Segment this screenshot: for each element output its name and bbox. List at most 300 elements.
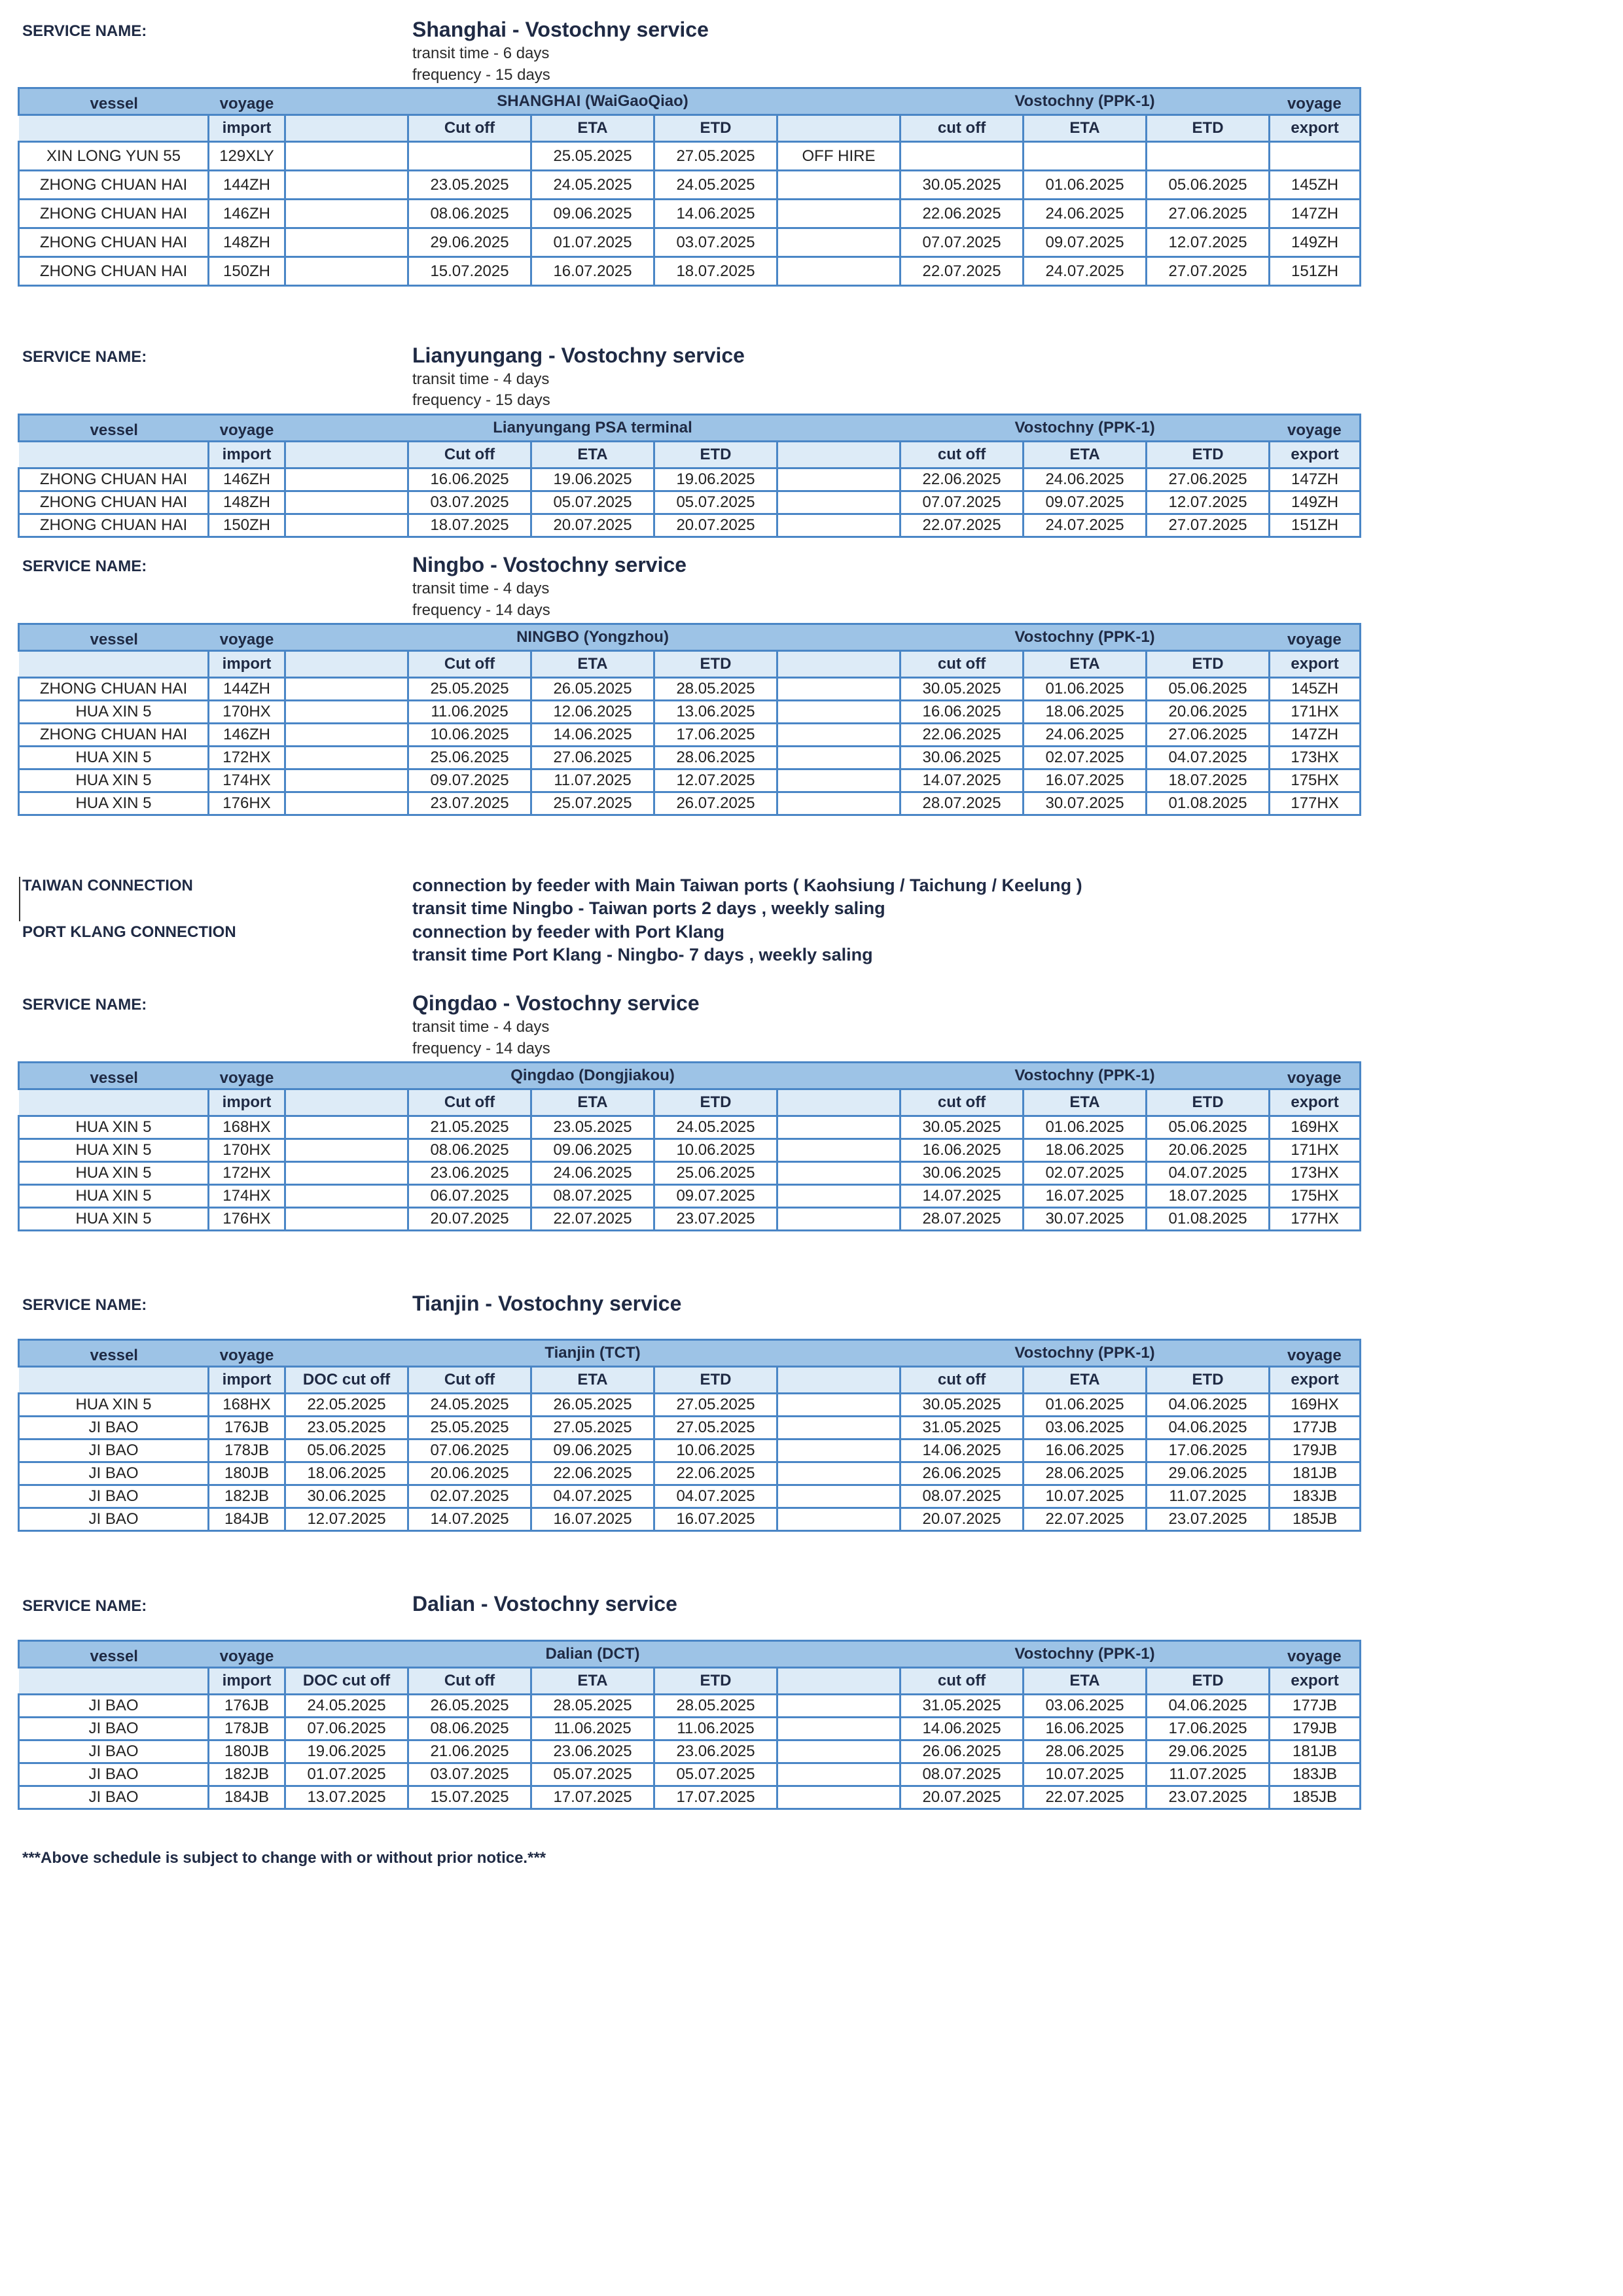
export-voyage-cell: 145ZH: [1270, 171, 1361, 200]
header-voyage: voyage: [209, 1641, 285, 1668]
import-voyage-cell: 146ZH: [209, 468, 285, 491]
dest-eta-cell: 01.06.2025: [1024, 171, 1147, 200]
table-row: [19, 1485, 1361, 1508]
header-origin-port: SHANGHAI (WaiGaoQiao): [285, 88, 901, 115]
header-vessel: vessel: [19, 1641, 209, 1668]
cutoff-cell: 26.05.2025: [408, 1695, 531, 1718]
dest-etd-cell: 27.06.2025: [1147, 724, 1270, 747]
dest-cutoff-cell: 26.06.2025: [901, 1462, 1024, 1485]
doc-cutoff-cell: [285, 701, 408, 724]
cutoff-cell: 03.07.2025: [408, 1763, 531, 1786]
port-klang-connection-line-1: connection by feeder with Port Klang: [412, 922, 725, 942]
service-label: SERVICE NAME:: [22, 1296, 147, 1314]
header-etd: ETD: [654, 1668, 777, 1695]
eta-cell: 09.06.2025: [531, 1139, 654, 1162]
export-voyage-cell: 179JB: [1270, 1718, 1361, 1740]
header-etd: ETD: [654, 442, 777, 468]
dest-etd-cell: 27.06.2025: [1147, 468, 1270, 491]
doc-cutoff-cell: 07.06.2025: [285, 1718, 408, 1740]
dest-etd-cell: 20.06.2025: [1147, 701, 1270, 724]
import-voyage-cell: 174HX: [209, 769, 285, 792]
export-voyage-cell: 177HX: [1270, 1208, 1361, 1231]
schedule-table: [18, 1061, 1361, 1231]
vessel-cell: ZHONG CHUAN HAI: [19, 257, 209, 286]
header-dest-port: Vostochny (PPK-1): [901, 1340, 1270, 1367]
header-eta: ETA: [531, 1367, 654, 1394]
doc-cutoff-cell: 30.06.2025: [285, 1485, 408, 1508]
dest-cutoff-cell: 22.07.2025: [901, 514, 1024, 537]
doc-cutoff-cell: [285, 1116, 408, 1139]
table-row: [19, 1139, 1361, 1162]
table-row: [19, 1508, 1361, 1531]
import-voyage-cell: 180JB: [209, 1462, 285, 1485]
dest-cutoff-cell: 30.05.2025: [901, 678, 1024, 701]
header-dest-eta: ETA: [1024, 1089, 1147, 1116]
export-voyage-cell: 151ZH: [1270, 257, 1361, 286]
table-row: [19, 701, 1361, 724]
note-cell: [777, 1508, 901, 1531]
note-cell: [777, 1116, 901, 1139]
header-dest-eta: ETA: [1024, 1668, 1147, 1695]
cutoff-cell: 10.06.2025: [408, 724, 531, 747]
import-voyage-cell: 176HX: [209, 1208, 285, 1231]
cutoff-cell: 25.05.2025: [408, 1417, 531, 1439]
header-blank: [777, 115, 901, 142]
dest-etd-cell: 20.06.2025: [1147, 1139, 1270, 1162]
eta-cell: 01.07.2025: [531, 228, 654, 257]
note-cell: [777, 1740, 901, 1763]
dest-cutoff-cell: 22.06.2025: [901, 724, 1024, 747]
doc-cutoff-cell: 24.05.2025: [285, 1695, 408, 1718]
export-voyage-cell: 183JB: [1270, 1763, 1361, 1786]
eta-cell: 23.05.2025: [531, 1116, 654, 1139]
etd-cell: 28.05.2025: [654, 678, 777, 701]
header-blank: [777, 651, 901, 678]
header-blank: [19, 651, 209, 678]
note-cell: [777, 1139, 901, 1162]
header-dest-port: Vostochny (PPK-1): [901, 88, 1270, 115]
header-origin-port: Tianjin (TCT): [285, 1340, 901, 1367]
vessel-cell: ZHONG CHUAN HAI: [19, 468, 209, 491]
header-dest-port: Vostochny (PPK-1): [901, 1063, 1270, 1089]
service-frequency: frequency - 14 days: [412, 1040, 550, 1057]
header-import: import: [209, 1668, 285, 1695]
dest-cutoff-cell: 14.07.2025: [901, 769, 1024, 792]
etd-cell: 03.07.2025: [654, 228, 777, 257]
note-cell: [777, 228, 901, 257]
eta-cell: 28.05.2025: [531, 1695, 654, 1718]
header-export: export: [1270, 442, 1361, 468]
dest-cutoff-cell: 22.06.2025: [901, 200, 1024, 228]
cutoff-cell: 03.07.2025: [408, 491, 531, 514]
export-voyage-cell: 149ZH: [1270, 491, 1361, 514]
taiwan-connection-line-2: transit time Ningbo - Taiwan ports 2 days , weekly saling: [412, 898, 885, 918]
table-row: [19, 228, 1361, 257]
note-cell: [777, 1185, 901, 1208]
port-klang-connection-label: PORT KLANG CONNECTION: [22, 923, 236, 941]
vessel-cell: HUA XIN 5: [19, 747, 209, 769]
header-row-ports: [19, 1340, 1361, 1367]
etd-cell: 10.06.2025: [654, 1439, 777, 1462]
etd-cell: 17.07.2025: [654, 1786, 777, 1809]
schedule-table: [18, 1640, 1361, 1810]
header-voyage-export: voyage: [1270, 1641, 1361, 1668]
dest-cutoff-cell: 30.05.2025: [901, 1116, 1024, 1139]
etd-cell: 16.07.2025: [654, 1508, 777, 1531]
vessel-cell: HUA XIN 5: [19, 792, 209, 815]
eta-cell: 04.07.2025: [531, 1485, 654, 1508]
import-voyage-cell: 146ZH: [209, 724, 285, 747]
cutoff-cell: 21.05.2025: [408, 1116, 531, 1139]
header-doc-cutoff: [285, 1089, 408, 1116]
dest-eta-cell: 09.07.2025: [1024, 491, 1147, 514]
cutoff-cell: 09.07.2025: [408, 769, 531, 792]
service-transit: transit time - 4 days: [412, 370, 550, 388]
etd-cell: 04.07.2025: [654, 1485, 777, 1508]
eta-cell: 20.07.2025: [531, 514, 654, 537]
eta-cell: 09.06.2025: [531, 200, 654, 228]
note-cell: [777, 468, 901, 491]
table-row: [19, 678, 1361, 701]
header-import: import: [209, 1367, 285, 1394]
dest-eta-cell: 03.06.2025: [1024, 1695, 1147, 1718]
header-dest-port: Vostochny (PPK-1): [901, 415, 1270, 442]
vessel-cell: JI BAO: [19, 1786, 209, 1809]
dest-etd-cell: 23.07.2025: [1147, 1786, 1270, 1809]
etd-cell: 25.06.2025: [654, 1162, 777, 1185]
dest-etd-cell: 11.07.2025: [1147, 1485, 1270, 1508]
vessel-cell: JI BAO: [19, 1695, 209, 1718]
dest-eta-cell: 24.07.2025: [1024, 257, 1147, 286]
etd-cell: 10.06.2025: [654, 1139, 777, 1162]
vessel-cell: ZHONG CHUAN HAI: [19, 724, 209, 747]
doc-cutoff-cell: 12.07.2025: [285, 1508, 408, 1531]
doc-cutoff-cell: [285, 678, 408, 701]
header-voyage: voyage: [209, 1340, 285, 1367]
export-voyage-cell: 169HX: [1270, 1116, 1361, 1139]
doc-cutoff-cell: [285, 228, 408, 257]
header-etd: ETD: [654, 1367, 777, 1394]
dest-etd-cell: 04.06.2025: [1147, 1695, 1270, 1718]
header-row-ports: [19, 415, 1361, 442]
eta-cell: 11.06.2025: [531, 1718, 654, 1740]
etd-cell: 12.07.2025: [654, 769, 777, 792]
header-row-columns: [19, 651, 1361, 678]
doc-cutoff-cell: [285, 792, 408, 815]
vessel-cell: HUA XIN 5: [19, 701, 209, 724]
dest-cutoff-cell: 30.06.2025: [901, 1162, 1024, 1185]
dest-etd-cell: 27.07.2025: [1147, 514, 1270, 537]
table-row: [19, 1208, 1361, 1231]
dest-etd-cell: 04.07.2025: [1147, 747, 1270, 769]
doc-cutoff-cell: [285, 468, 408, 491]
note-cell: [777, 1763, 901, 1786]
dest-etd-cell: 01.08.2025: [1147, 792, 1270, 815]
doc-cutoff-cell: [285, 769, 408, 792]
import-voyage-cell: 144ZH: [209, 171, 285, 200]
dest-cutoff-cell: 26.06.2025: [901, 1740, 1024, 1763]
dest-etd-cell: 04.06.2025: [1147, 1417, 1270, 1439]
doc-cutoff-cell: [285, 171, 408, 200]
note-cell: [777, 1162, 901, 1185]
header-etd: ETD: [654, 651, 777, 678]
import-voyage-cell: 182JB: [209, 1763, 285, 1786]
header-dest-cutoff: cut off: [901, 1089, 1024, 1116]
service-frequency: frequency - 15 days: [412, 391, 550, 409]
doc-cutoff-cell: 13.07.2025: [285, 1786, 408, 1809]
eta-cell: 05.07.2025: [531, 491, 654, 514]
header-voyage-export: voyage: [1270, 624, 1361, 651]
header-vessel: vessel: [19, 1063, 209, 1089]
export-voyage-cell: 177HX: [1270, 792, 1361, 815]
table-row: [19, 747, 1361, 769]
note-cell: [777, 724, 901, 747]
cutoff-cell: 08.06.2025: [408, 200, 531, 228]
header-blank: [19, 442, 209, 468]
header-eta: ETA: [531, 442, 654, 468]
etd-cell: 05.07.2025: [654, 1763, 777, 1786]
dest-etd-cell: 27.07.2025: [1147, 257, 1270, 286]
header-dest-etd: ETD: [1147, 115, 1270, 142]
cutoff-cell: 16.06.2025: [408, 468, 531, 491]
import-voyage-cell: 184JB: [209, 1508, 285, 1531]
doc-cutoff-cell: 22.05.2025: [285, 1394, 408, 1417]
etd-cell: 27.05.2025: [654, 142, 777, 171]
vessel-cell: HUA XIN 5: [19, 1162, 209, 1185]
etd-cell: 05.07.2025: [654, 491, 777, 514]
note-cell: [777, 171, 901, 200]
dest-cutoff-cell: 08.07.2025: [901, 1485, 1024, 1508]
dest-eta-cell: 22.07.2025: [1024, 1508, 1147, 1531]
import-voyage-cell: 129XLY: [209, 142, 285, 171]
header-import: import: [209, 442, 285, 468]
import-voyage-cell: 150ZH: [209, 257, 285, 286]
header-voyage-export: voyage: [1270, 1063, 1361, 1089]
import-voyage-cell: 184JB: [209, 1786, 285, 1809]
vessel-cell: XIN LONG YUN 55: [19, 142, 209, 171]
note-cell: [777, 1718, 901, 1740]
header-cutoff: Cut off: [408, 115, 531, 142]
eta-cell: 08.07.2025: [531, 1185, 654, 1208]
cutoff-cell: 14.07.2025: [408, 1508, 531, 1531]
dest-eta-cell: 01.06.2025: [1024, 1116, 1147, 1139]
export-voyage-cell: 147ZH: [1270, 200, 1361, 228]
etd-cell: 28.06.2025: [654, 747, 777, 769]
import-voyage-cell: 176HX: [209, 792, 285, 815]
dest-etd-cell: [1147, 142, 1270, 171]
header-voyage-export: voyage: [1270, 1340, 1361, 1367]
header-dest-eta: ETA: [1024, 651, 1147, 678]
table-row: [19, 514, 1361, 537]
header-cutoff: Cut off: [408, 442, 531, 468]
header-dest-port: Vostochny (PPK-1): [901, 624, 1270, 651]
dest-etd-cell: 18.07.2025: [1147, 1185, 1270, 1208]
eta-cell: 22.06.2025: [531, 1462, 654, 1485]
header-blank: [19, 115, 209, 142]
export-voyage-cell: 145ZH: [1270, 678, 1361, 701]
header-vessel: vessel: [19, 1340, 209, 1367]
dest-eta-cell: 09.07.2025: [1024, 228, 1147, 257]
vessel-cell: JI BAO: [19, 1718, 209, 1740]
export-voyage-cell: 171HX: [1270, 1139, 1361, 1162]
header-blank: [777, 1089, 901, 1116]
header-doc-cutoff: [285, 442, 408, 468]
etd-cell: 26.07.2025: [654, 792, 777, 815]
vessel-cell: JI BAO: [19, 1417, 209, 1439]
service-transit: transit time - 4 days: [412, 1018, 550, 1036]
header-export: export: [1270, 1367, 1361, 1394]
header-blank: [19, 1089, 209, 1116]
table-row: [19, 1763, 1361, 1786]
header-etd: ETD: [654, 1089, 777, 1116]
etd-cell: 27.05.2025: [654, 1394, 777, 1417]
dest-etd-cell: 17.06.2025: [1147, 1718, 1270, 1740]
dest-etd-cell: 12.07.2025: [1147, 228, 1270, 257]
service-label: SERVICE NAME:: [22, 557, 147, 575]
etd-cell: 28.05.2025: [654, 1695, 777, 1718]
cutoff-cell: 20.06.2025: [408, 1462, 531, 1485]
header-dest-eta: ETA: [1024, 115, 1147, 142]
note-cell: [777, 1417, 901, 1439]
export-voyage-cell: 185JB: [1270, 1508, 1361, 1531]
export-voyage-cell: 149ZH: [1270, 228, 1361, 257]
header-doc-cutoff: DOC cut off: [285, 1668, 408, 1695]
dest-eta-cell: 22.07.2025: [1024, 1786, 1147, 1809]
service-title: Tianjin - Vostochny service: [412, 1292, 682, 1315]
table-row: [19, 1786, 1361, 1809]
taiwan-connection-label: TAIWAN CONNECTION: [22, 877, 193, 894]
header-origin-port: NINGBO (Yongzhou): [285, 624, 901, 651]
header-eta: ETA: [531, 115, 654, 142]
note-cell: [777, 769, 901, 792]
header-blank: [777, 442, 901, 468]
dest-cutoff-cell: 28.07.2025: [901, 1208, 1024, 1231]
note-cell: [777, 678, 901, 701]
eta-cell: 22.07.2025: [531, 1208, 654, 1231]
eta-cell: 26.05.2025: [531, 1394, 654, 1417]
header-origin-port: Qingdao (Dongjiakou): [285, 1063, 901, 1089]
doc-cutoff-cell: [285, 747, 408, 769]
service-frequency: frequency - 15 days: [412, 66, 550, 84]
cutoff-cell: 20.07.2025: [408, 1208, 531, 1231]
header-row-ports: [19, 624, 1361, 651]
table-row: [19, 1439, 1361, 1462]
header-dest-cutoff: cut off: [901, 1668, 1024, 1695]
note-cell: [777, 1485, 901, 1508]
vessel-cell: ZHONG CHUAN HAI: [19, 491, 209, 514]
header-dest-cutoff: cut off: [901, 115, 1024, 142]
eta-cell: 14.06.2025: [531, 724, 654, 747]
table-row: [19, 1394, 1361, 1417]
header-dest-cutoff: cut off: [901, 442, 1024, 468]
dest-cutoff-cell: 22.07.2025: [901, 257, 1024, 286]
header-import: import: [209, 115, 285, 142]
export-voyage-cell: 175HX: [1270, 1185, 1361, 1208]
service-transit: transit time - 4 days: [412, 580, 550, 597]
vessel-cell: JI BAO: [19, 1508, 209, 1531]
export-voyage-cell: 151ZH: [1270, 514, 1361, 537]
service-label: SERVICE NAME:: [22, 348, 147, 366]
header-import: import: [209, 651, 285, 678]
cutoff-cell: 29.06.2025: [408, 228, 531, 257]
etd-cell: 11.06.2025: [654, 1718, 777, 1740]
taiwan-connection-line-1: connection by feeder with Main Taiwan ports ( Kaohsiung / Taichung / Keelung ): [412, 875, 1082, 895]
table-row: [19, 1695, 1361, 1718]
schedule-table: [18, 87, 1361, 287]
header-doc-cutoff: [285, 651, 408, 678]
doc-cutoff-cell: 23.05.2025: [285, 1417, 408, 1439]
import-voyage-cell: 144ZH: [209, 678, 285, 701]
table-row: [19, 1740, 1361, 1763]
doc-cutoff-cell: [285, 1185, 408, 1208]
import-voyage-cell: 148ZH: [209, 228, 285, 257]
import-voyage-cell: 178JB: [209, 1718, 285, 1740]
header-row-columns: [19, 1089, 1361, 1116]
margin-marker: [19, 877, 20, 921]
eta-cell: 27.05.2025: [531, 1417, 654, 1439]
dest-etd-cell: 01.08.2025: [1147, 1208, 1270, 1231]
dest-cutoff-cell: 14.07.2025: [901, 1185, 1024, 1208]
eta-cell: 26.05.2025: [531, 678, 654, 701]
dest-eta-cell: 24.06.2025: [1024, 468, 1147, 491]
eta-cell: 25.05.2025: [531, 142, 654, 171]
export-voyage-cell: 147ZH: [1270, 724, 1361, 747]
doc-cutoff-cell: [285, 1162, 408, 1185]
vessel-cell: HUA XIN 5: [19, 1116, 209, 1139]
export-voyage-cell: 177JB: [1270, 1695, 1361, 1718]
header-export: export: [1270, 651, 1361, 678]
table-row: [19, 491, 1361, 514]
dest-etd-cell: 27.06.2025: [1147, 200, 1270, 228]
dest-etd-cell: 12.07.2025: [1147, 491, 1270, 514]
dest-etd-cell: 23.07.2025: [1147, 1508, 1270, 1531]
vessel-cell: HUA XIN 5: [19, 769, 209, 792]
etd-cell: 22.06.2025: [654, 1462, 777, 1485]
header-blank: [19, 1367, 209, 1394]
service-label: SERVICE NAME:: [22, 1597, 147, 1615]
dest-eta-cell: 02.07.2025: [1024, 747, 1147, 769]
header-dest-eta: ETA: [1024, 442, 1147, 468]
export-voyage-cell: 173HX: [1270, 747, 1361, 769]
dest-eta-cell: 10.07.2025: [1024, 1485, 1147, 1508]
table-row: [19, 724, 1361, 747]
dest-cutoff-cell: 31.05.2025: [901, 1695, 1024, 1718]
dest-eta-cell: 16.06.2025: [1024, 1718, 1147, 1740]
dest-eta-cell: 10.07.2025: [1024, 1763, 1147, 1786]
dest-eta-cell: 30.07.2025: [1024, 1208, 1147, 1231]
cutoff-cell: 02.07.2025: [408, 1485, 531, 1508]
note-cell: [777, 1462, 901, 1485]
header-vessel: vessel: [19, 624, 209, 651]
cutoff-cell: 07.06.2025: [408, 1439, 531, 1462]
import-voyage-cell: 178JB: [209, 1439, 285, 1462]
eta-cell: 23.06.2025: [531, 1740, 654, 1763]
import-voyage-cell: 176JB: [209, 1417, 285, 1439]
note-cell: [777, 1786, 901, 1809]
export-voyage-cell: 181JB: [1270, 1740, 1361, 1763]
cutoff-cell: 25.05.2025: [408, 678, 531, 701]
note-cell: OFF HIRE: [777, 142, 901, 171]
etd-cell: 23.07.2025: [654, 1208, 777, 1231]
table-row: [19, 792, 1361, 815]
etd-cell: 24.05.2025: [654, 1116, 777, 1139]
export-voyage-cell: 175HX: [1270, 769, 1361, 792]
export-voyage-cell: 171HX: [1270, 701, 1361, 724]
import-voyage-cell: 148ZH: [209, 491, 285, 514]
schedule-table: [18, 414, 1361, 538]
table-row: [19, 257, 1361, 286]
dest-cutoff-cell: 07.07.2025: [901, 228, 1024, 257]
